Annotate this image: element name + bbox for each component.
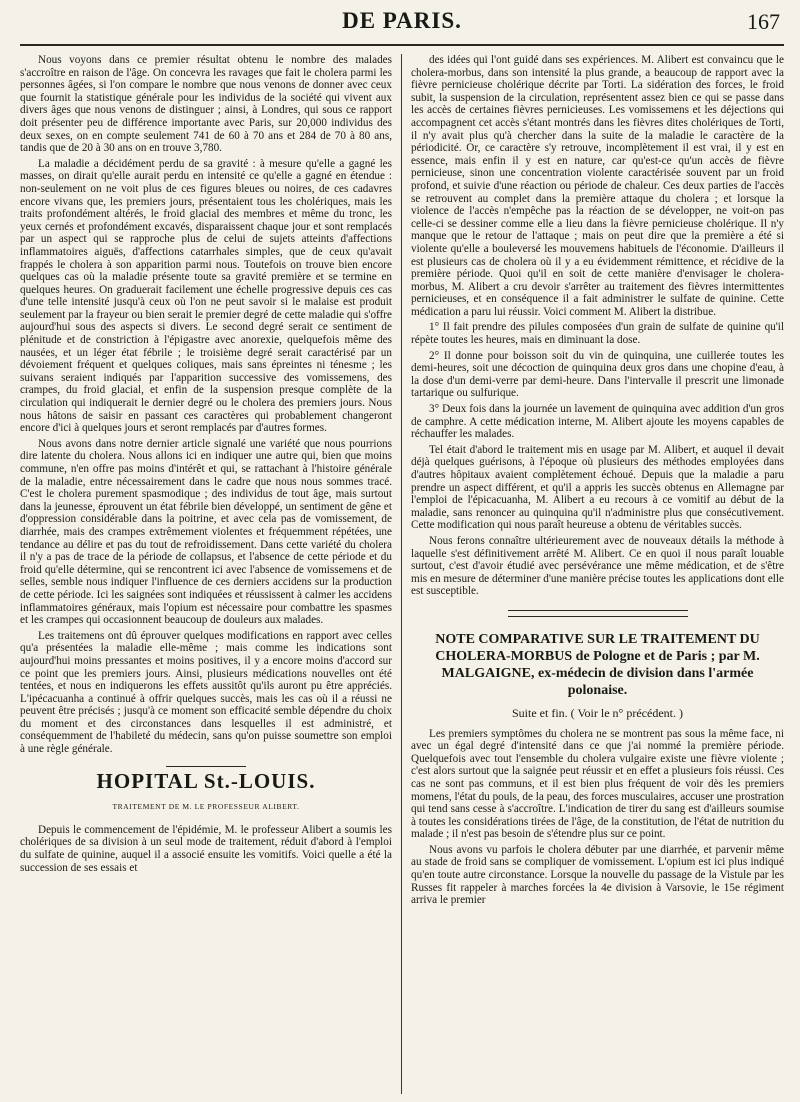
paragraph: Nous avons vu parfois le cholera débuter par une diarrhée, et parvenir même au stade de froid sans se compliquer de vomissement. L'opium est ici plus indiqué qu'en toute autre circonstance. Lorsque la nouvelle du passage de la Vistule par les Russes fit rappeler à marches forcées la 4e division à Varsovie, le 15e régiment arriva le premier — [411, 843, 784, 907]
paragraph: Tel était d'abord le traitement mis en usage par M. Alibert, et auquel il devait déjà quelques guérisons, à l'époque où plusieurs des méthodes employées dans d'autres hôpitaux avaient complètement échoué. Depuis que la maladie a paru prendre un aspect différent, et qu'il a appris les succès obtenus en Allemagne par l'emploi de l'épicacuanha, M. Alibert a eu recours à ce vomitif au début de la maladie, sans renoncer au quinquina qu'il n'administre plus que consécutivement. Cette modification qui nous paraît heureuse a obtenu de véritables succès. — [411, 443, 784, 532]
paragraph: Depuis le commencement de l'épidémie, M. le professeur Alibert a soumis les cholériques de sa division à un seul mode de traitement, réduit d'abord à l'emploi du sulfate de quinine, auquel il a associé ensuite les vomitifs. Voici quelle a été la succession de ses essais et — [20, 823, 392, 874]
paragraph: Les traitemens ont dû éprouver quelques modifications en rapport avec celles qu'a présentées la maladie elle-même ; mais comme les indications sont aujourd'hui moins pressantes et moins positives, il y a encore moins d'accord sur ce point que les premiers jours. Ainsi, plusieurs médications nouvelles ont été tentées, et nous en indiquerons les effets aussitôt qu'ils auront pu être appréciés. L'ipécacuanha a continué à offrir quelques succès, mais les cas où il a réussi ne peuvent être précisés ; jusqu'à ce moment son efficacité semble dépendre du choix du moment et des circonstances dans lesquelles il est administré, et conséquemment de l'habileté du médecin, sans qu'on puisse soumettre son emploi à une règle générale. — [20, 629, 392, 756]
paragraph: 2° Il donne pour boisson soit du vin de quinquina, une cuillerée toutes les demi-heures, soit une décoction de quinquina deux gros dans une chopine d'eau, à la dose d'un demi-verre par demi-heure. Dans l'intervalle il prescrit une limonade tartarique ou sulfurique. — [411, 349, 784, 400]
columns — [20, 54, 784, 1094]
divider — [166, 766, 246, 767]
section-title: HOPITAL St.-LOUIS. — [96, 768, 316, 793]
left-column — [20, 54, 402, 1094]
right-column — [402, 54, 784, 1094]
running-head — [20, 0, 784, 46]
page-number: 167 — [747, 9, 780, 34]
paragraph: Nous voyons dans ce premier résultat obtenu le nombre des malades s'accroître en raison de l'âge. On concevra les ravages que fait le cholera parmi les personnes âgées, si l'on compare le nombre que nous venons de donner avec ceux que fournit la statistique générale pour les individus de la société qui vivent aux divers âges que nous venons de distinguer ; ainsi, à Londres, qui sous ce rapport doit présenter peu de différence importante avec Paris, sur 20,000 individus des deux sexes, on en compte seulement 741 de 60 à 70 ans et 284 de 70 à 80 ans, tandis que de 20 à 30 ans on en trouve 3,780. — [20, 54, 392, 155]
paragraph: La maladie a décidément perdu de sa gravité : à mesure qu'elle a gagné les masses, on dirait qu'elle aurait perdu en intensité ce qu'elle a gagné en étendue : non-seulement on ne voit plus de ces figures bleues ou noires, de ces cadavres encore vivans que, les premiers jours, présentaient tous les cholériques, mais les traits profondément altérés, le froid glacial des membres et même du tronc, les yeux cernés et profondément excavés, disparaissent chaque jour et sont remplacés par un aspect qui se rapproche plus de celui de sujets atteints d'affections inflammatoires aiguës, d'affections catarrhales simples, que de ceux qu'avait frappés le cholera à son apparition parmi nous. Toutefois on trouve bien encore quelques cas où la maladie présente toute sa gravité première et se termine en quelques heures. On graduerait facilement une échelle progressive depuis ces cas d'une telle intensité jusqu'à ceux où l'on ne peut savoir si le malaise est produit seulement par la frayeur ou bien serait le premier degré de cette maladie qui s'offre aujourd'hui sous des aspects si divers. Le second degré serait ce sentiment de plénitude et de constriction à l'épigastre avec anorexie, quelquefois même des nausées, et un léger état fébrile ; le troisième degré serait caractérisé par un dévoiement fréquent et quelques coliques, mais sans épreintes ni ténesme ; les suivans seraient indiqués par l'apparition successive des vomissemens, des crampes, du froid glacial, et enfin de la suspension presque complète de la circulation qui indiquerait le dernier degré ou le cholera des premiers jours. Nous nous hâtons de saisir en passant ces caractères qui probablement changeront encore d'ici à quelques jours et seront remplacés par d'autres formes. — [20, 157, 392, 435]
paragraph: Les premiers symptômes du cholera ne se montrent pas sous la même face, ni avec un égal degré d'intensité dans ce que j'ai nommé la première période. Quelquefois avec tout l'ensemble du cholera vulgaire existe une fièvre violente ; c'est alors surtout que la saignée peut réussir et en effet a plusieurs fois réussi. Ces cas ne sont pas communs, et il est bien plus fréquent de voir dès les premiers momens, l'état du pouls, de la peau, des forces musculaires, accuser une prostration qui tend sans cesse à s'accroître. L'indication de tirer du sang est d'ailleurs soumise à toutes les considérations tirées de l'âge, de la constitution, de l'état de nutrition du malade ; il n'est pas besoin de s'étendre plus sur ce point. — [411, 727, 784, 841]
page-title: DE PARIS. — [342, 8, 462, 33]
section-subtitle: TRAITEMENT DE M. LE PROFESSEUR ALIBERT. — [112, 802, 300, 812]
divider — [508, 610, 688, 617]
note-title: NOTE COMPARATIVE SUR LE TRAITEMENT DU CHOLERA-MORBUS de Pologne et de Paris ; par M. MALGAIGNE, ex-médecin de division dans l'armée polonaise. — [435, 631, 760, 698]
paragraph: 3° Deux fois dans la journée un lavement de quinquina avec addition d'un gros de camphre. A cette médication interne, M. Alibert ajoute les moyens capables de réchauffer les malades. — [411, 403, 784, 441]
note-subtitle: Suite et fin. ( Voir le n° précédent. ) — [512, 705, 683, 720]
paragraph: 1° Il fait prendre des pilules composées d'un grain de sulfate de quinine qu'il répète toutes les heures, mais en diminuant la dose. — [411, 321, 784, 347]
paragraph: Nous ferons connaître ultérieurement avec de nouveaux détails la méthode à laquelle s'est définitivement arrêté M. Alibert. Ce en quoi il nous paraît louable surtout, c'est d'avoir étudié avec persévérance une même médication, et de s'être mis en mesure de déterminer d'une manière précise toutes les applications dont elle est susceptible. — [411, 534, 784, 598]
paragraph: Nous avons dans notre dernier article signalé une variété que nous pourrions dire latente du cholera. Nous allons ici en indiquer une autre qui, bien que moins commune, n'en offre pas moins d'intérêt et qui, se rattachant à l'histoire générale de la maladie, entre nécessairement dans le cadre que nous nous sommes tracé. C'est le cholera purement spasmodique ; des individus de tout âge, mais surtout dans la jeunesse, éprouvent un état fébrile bien développé, un sentiment de gêne et d'oppression considérable dans la poitrine, et avec cela pas de vomissement, de diarrhée, mais des crampes extrêmement violentes et fréquemment répétées, une tendance au délire et pas du tout de refroidissement. Dans cette variété du cholera il n'y a pas de trace de la période de collapsus, et l'absence de cette période et du froid qu'elle détermine, qui se rencontrent ici avec l'absence de vomissemens et de selles, semble nous indiquer l'influence de ces derniers accidens sur la production de cette période. Ici les saignées sont indiquées et réussissent à calmer les accidens inflammatoires généraux, mais l'opium est nécessaire pour combattre les spasmes et les crampes qui occasionnent beaucoup de douleurs aux malades. — [20, 437, 392, 627]
paragraph: des idées qui l'ont guidé dans ses expériences. M. Alibert est convaincu que le cholera-morbus, dans son intensité la plus grande, a beaucoup de rapport avec la fièvre pernicieuse cholérique décrite par Torti. La sidération des forces, le froid subit, la suspension de la circulation, représentent assez bien ce qui se passe dans les accès de certaines fièvres pernicieuses. Les vomissemens et les déjections qui accompagnent cet accès s'étant montrés dans les fièvres dites cholériques de Torti, il n'y avait plus qu'à chercher dans la suite de la maladie le caractère de la périodicité. Or, ce caractère s'y retrouve, incomplètement il est vrai, il y est en essence, mais enfin il y est en nature, car qu'est-ce qu'un accès de fièvre pernicieuse, sinon une concentration violente caractérisée souvent par un froid profond, et suivie d'une réaction ou période de chaleur. Ces deux parties de l'accès se retrouvent au complet dans la première attaque du cholera ; et lorsque la violence de l'accès n'empêche pas la réaction de se développer, ne voit-on pas celle-ci se dessiner comme elle a lieu dans la fièvre pernicieuse cholérique. Il n'y manque que le retour de l'attaque ; mais on peut dire que la première a été si violente qu'elle a bouleversé les mouvemens habituels de l'économie. D'ailleurs il est plusieurs cas de cholera où il y a eu évidemment rémittence, et récidive de la première période. Quoi qu'il en soit de cette manière d'envisager le cholera-morbus, M. Alibert a cru devoir s'arrêter au traitement des fièvres intermittentes pernicieuses, et en conséquence il a fait administrer le sulfate de quinine. Cette médication a paru lui réussir. Voici comment M. Alibert la distribue. — [411, 54, 784, 318]
